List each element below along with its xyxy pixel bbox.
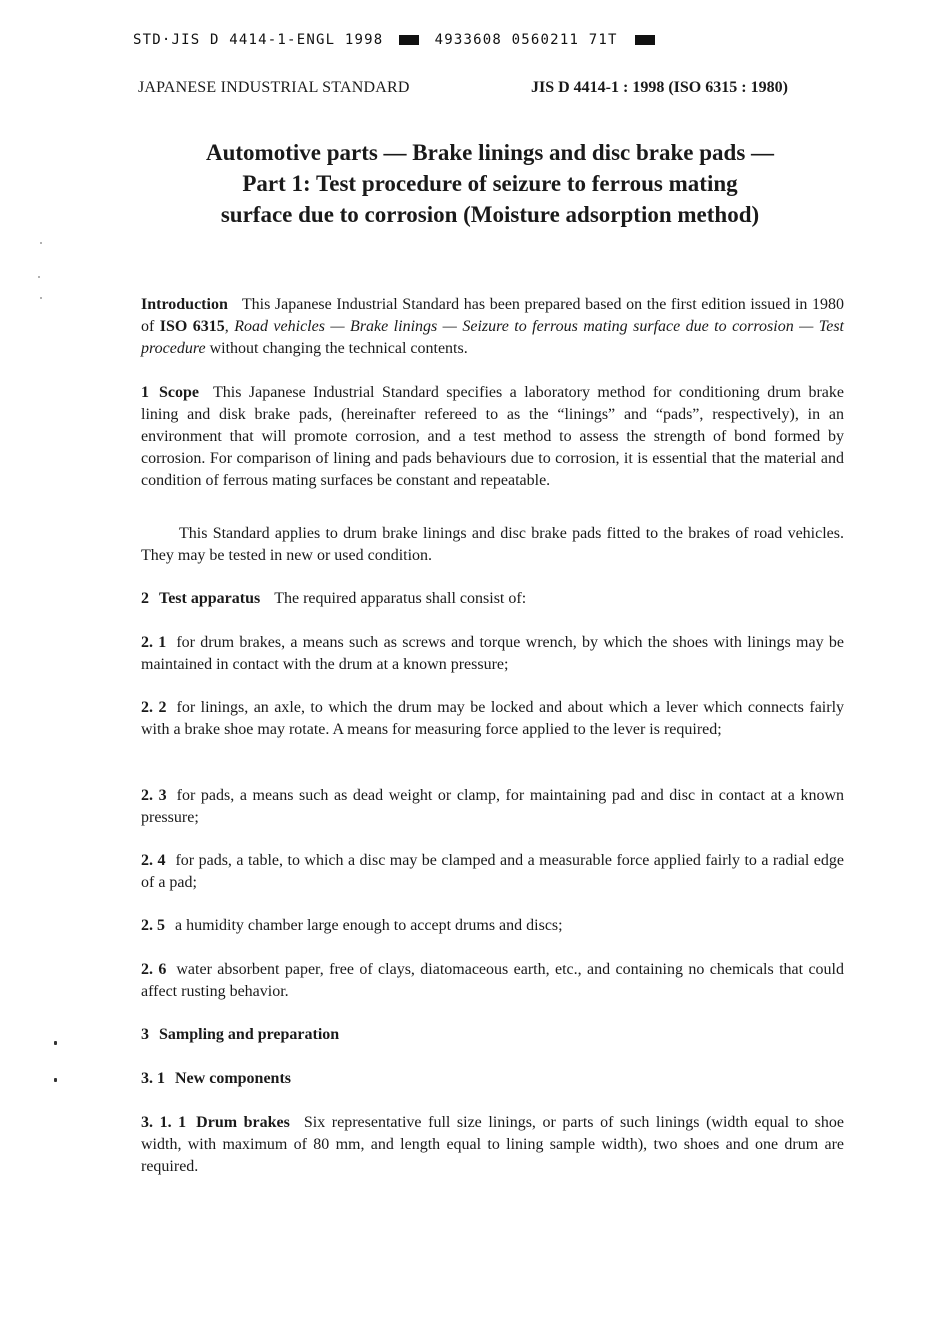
apparatus-item: 2. 1 for drum brakes, a means such as screws and torque wrench, by which the shoes with linings may be maintained in contact with the drum at a known pressure; [141, 634, 845, 673]
stamp-number: 4933608 0560211 71T [434, 32, 618, 48]
iso-reference: ISO 6315 [159, 318, 225, 335]
subsection-drum-brakes: 3. 1. 1 Drum brakes Six representative full size linings, or parts of such linings (width equal to shoe width, with maximum of 80 mm, and length equal to lining sample width), two shoes and one drum are required. [141, 1114, 845, 1175]
apparatus-item: 2. 6 water absorbent paper, free of clays, diatomaceous earth, etc., and containing no chemicals that could affect rusting behavior. [141, 961, 844, 1000]
section-test-apparatus: 2 Test apparatus The required apparatus shall consist of: [141, 590, 527, 607]
stamp-code: STD·JIS D 4414-1-ENGL 1998 [133, 32, 384, 48]
item-number: 2. 2 [141, 699, 167, 716]
document-title [120, 137, 860, 230]
header-standard-number: JIS D 4414-1 : 1998 (ISO 6315 : 1980) [531, 79, 788, 96]
apparatus-item: 2. 3 for pads, a means such as dead weight or clamp, for maintaining pad and disc in contact at a known pressure; [141, 787, 845, 826]
scope-paragraph: This Standard applies to drum brake linings and disc brake pads fitted to the brakes of road vehicles. They may be tested in new or used condition. [141, 525, 844, 564]
item-number: 2. 6 [141, 961, 167, 978]
section-sampling [141, 1024, 844, 1046]
apparatus-item: 2. 2 for linings, an axle, to which the drum may be locked and about which a lever which connects fairly with a brake shoe may rotate. A means for measuring force applied to the lever is required; [141, 699, 845, 738]
item-number: 2. 3 [141, 787, 167, 804]
section-number: 3 [141, 1026, 149, 1043]
introduction-heading: Introduction [141, 296, 228, 313]
apparatus-item: 2. 4 for pads, a table, to which a disc may be clamped and a measurable force applied fairly to a radial edge of a pad; [141, 852, 844, 891]
subsection-number: 3. 1. 1 [141, 1114, 187, 1131]
section-scope: 1 Scope This Japanese Industrial Standard specifies a laboratory method for conditioning drum brake lining and disk brake pads, (hereinafter refereed to as the “linings” and “pads”, respectively), in an environment that will promote corrosion, and a test method to assess the strength of bond formed by corrosion. For comparison of lining and pads behaviours due to corrosion, it is essential that the material and condition of ferrous mating surfaces be constant and repeatable. [141, 384, 844, 489]
item-number: 2. 1 [141, 634, 167, 651]
subsection-heading: Drum brakes [196, 1114, 290, 1131]
section-heading: Scope [159, 384, 199, 401]
item-number: 2. 5 [141, 917, 165, 934]
apparatus-item: 2. 5 a humidity chamber large enough to accept drums and discs; [141, 917, 563, 934]
subsection-new-components [141, 1068, 844, 1090]
scan-speck [40, 297, 42, 299]
introduction-paragraph: Introduction This Japanese Industrial Standard has been prepared based on the first edition issued in 1980 of ISO 6315, Road vehicles — Brake linings — Seizure to ferrous mating surface due to corrosion — Test procedure without changing the technical contents. [141, 296, 844, 357]
scan-speck [38, 276, 40, 278]
scan-speck [54, 1078, 57, 1082]
title-line: Automotive parts — Brake linings and disc brake pads — [205, 140, 775, 165]
title-line: surface due to corrosion (Moisture adsorption method) [220, 202, 760, 227]
stamp-block [399, 35, 419, 45]
document-stamp [133, 32, 661, 48]
subsection-number: 3. 1 [141, 1070, 165, 1087]
section-number: 1 [141, 384, 149, 401]
iso-title: Road vehicles — Brake linings — Seizure to ferrous mating surface due to corrosion — Test procedure [141, 318, 844, 357]
item-number: 2. 4 [141, 852, 166, 869]
section-number: 2 [141, 590, 149, 607]
section-heading: Test apparatus [159, 590, 261, 607]
title-line: Part 1: Test procedure of seizure to ferrous mating [242, 171, 738, 196]
scan-speck [40, 242, 42, 244]
header-standard-name: JAPANESE INDUSTRIAL STANDARD [138, 79, 410, 96]
subsection-heading: New components [175, 1070, 291, 1087]
section-heading: Sampling and preparation [159, 1026, 340, 1043]
scan-speck [54, 1041, 57, 1045]
stamp-block [635, 35, 655, 45]
